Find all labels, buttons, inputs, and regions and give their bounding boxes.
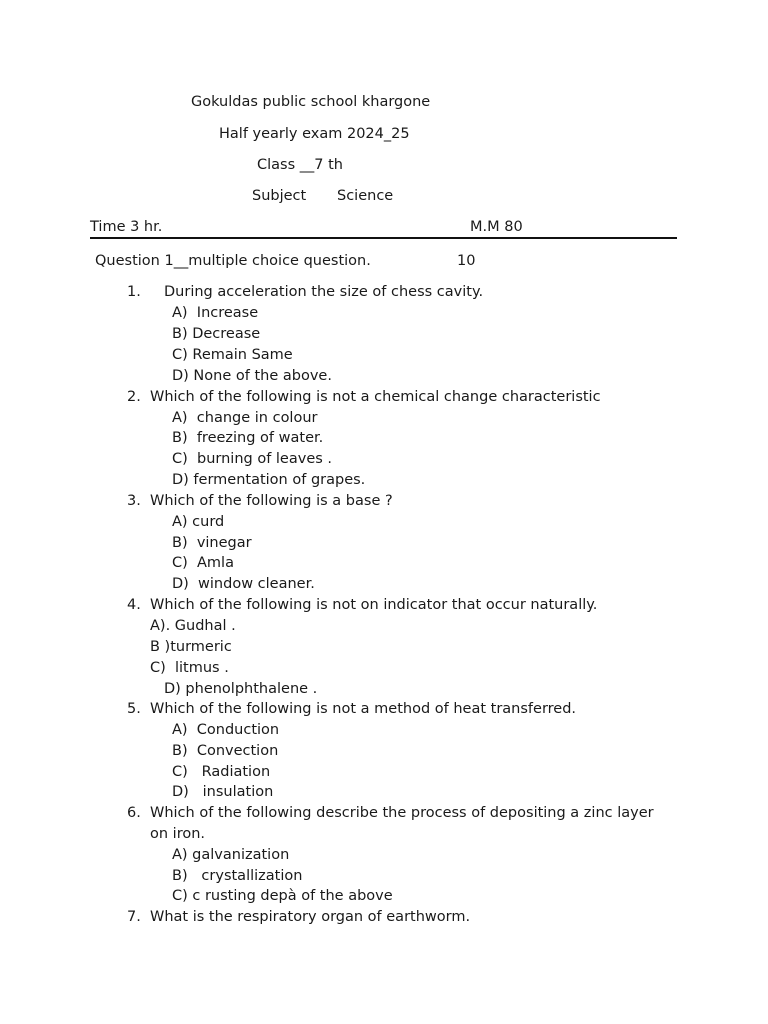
option: D) None of the above. — [172, 368, 332, 384]
option: D) fermentation of grapes. — [172, 472, 366, 488]
option: A) Conduction — [172, 722, 280, 738]
option: B) freezing of water. — [172, 430, 324, 446]
question-text: Which of the following is not a method of heat transferred. — [150, 701, 577, 717]
option: B) crystallization — [172, 868, 303, 884]
question-number: 7. — [127, 909, 141, 925]
question-number: 3. — [127, 493, 141, 509]
option: D) phenolphthalene . — [164, 681, 318, 697]
question-text: Which of the following is not on indicator that occur naturally. — [150, 597, 598, 613]
option: C) Radiation — [172, 764, 271, 780]
section-marks: 10 — [457, 253, 476, 269]
option: B) vinegar — [172, 535, 252, 551]
option: A) galvanization — [172, 847, 290, 863]
question-text: Which of the following is not a chemical change characteristic — [150, 389, 601, 405]
option: D) insulation — [172, 784, 274, 800]
exam-title: Half yearly exam 2024_25 — [219, 126, 410, 142]
option: A) curd — [172, 514, 225, 530]
class-label: Class __7 th — [257, 157, 343, 173]
question-number: 4. — [127, 597, 141, 613]
option: C) Remain Same — [172, 347, 293, 363]
subject-value: Science — [337, 188, 394, 204]
time-allowed: Time 3 hr. — [90, 219, 163, 235]
question-number: 1. — [127, 284, 141, 300]
school-name: Gokuldas public school khargone — [191, 94, 431, 110]
question-number: 2. — [127, 389, 141, 405]
section-title: Question 1__multiple choice question. — [95, 253, 371, 269]
option: C) c rusting depà of the above — [172, 888, 393, 904]
question-text: During acceleration the size of chess cavity. — [164, 284, 484, 300]
option: C) burning of leaves . — [172, 451, 333, 467]
option: A) Increase — [172, 305, 259, 321]
option: C) litmus . — [150, 660, 229, 676]
option: B) Convection — [172, 743, 279, 759]
option: B) Decrease — [172, 326, 261, 342]
question-text: What is the respiratory organ of earthworm. — [150, 909, 471, 925]
option: C) Amla — [172, 555, 234, 571]
question-number: 6. — [127, 805, 141, 821]
option: B )turmeric — [150, 639, 232, 655]
option: A). Gudhal . — [150, 618, 236, 634]
header-divider — [90, 237, 677, 239]
max-marks: M.M 80 — [470, 219, 523, 235]
question-text: Which of the following is a base ? — [150, 493, 393, 509]
option: D) window cleaner. — [172, 576, 315, 592]
question-text-continued: on iron. — [150, 826, 206, 842]
question-text: Which of the following describe the process of depositing a zinc layer — [150, 805, 654, 821]
question-number: 5. — [127, 701, 141, 717]
option: A) change in colour — [172, 410, 318, 426]
subject-label: Subject — [252, 188, 307, 204]
